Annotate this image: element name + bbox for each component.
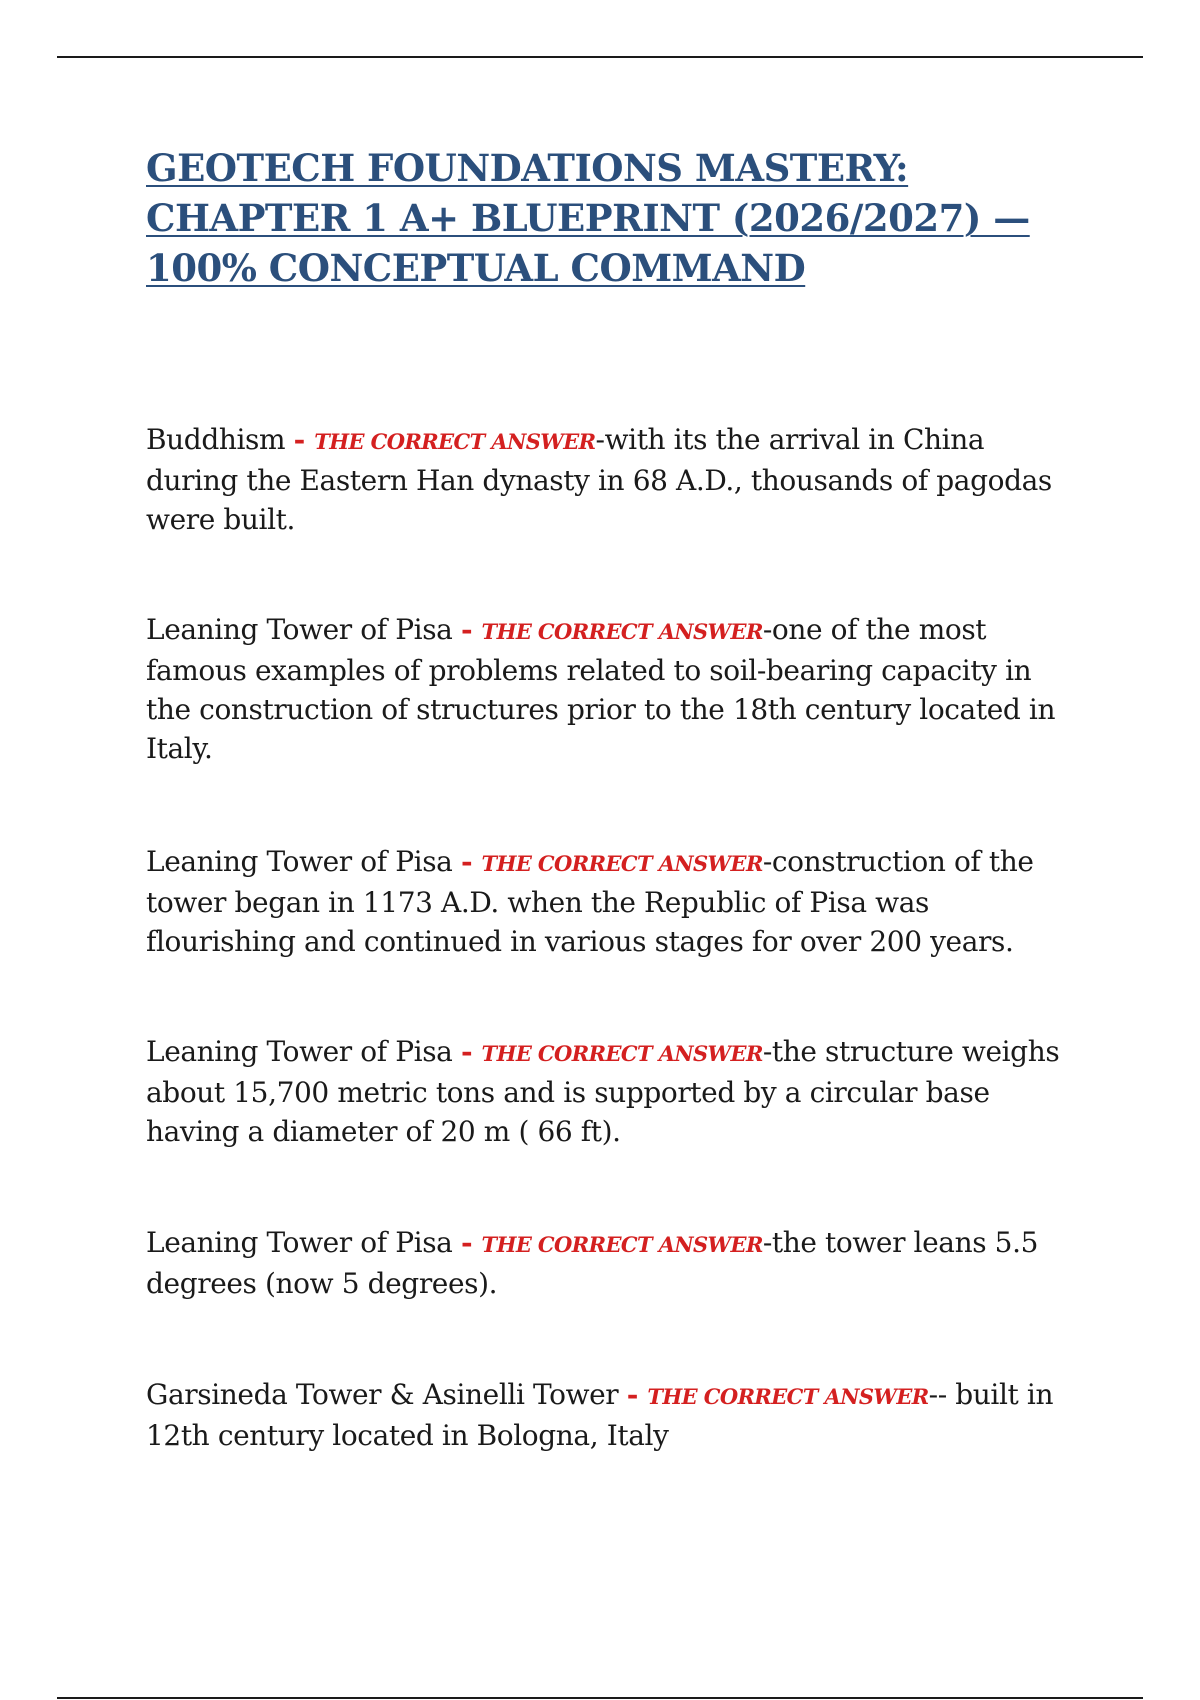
qa-term: Garsineda Tower & Asinelli Tower xyxy=(146,1378,627,1411)
answer-separator: - xyxy=(293,423,315,456)
correct-answer-tag: THE CORRECT ANSWER xyxy=(481,619,763,644)
answer-separator: - xyxy=(460,1035,482,1068)
qa-term: Leaning Tower of Pisa xyxy=(146,845,461,878)
correct-answer-tag: THE CORRECT ANSWER xyxy=(481,1041,763,1066)
title-line-1: GEOTECH FOUNDATIONS MASTERY: xyxy=(146,146,909,190)
qa-answer: -the tower leans 5.5 degrees (now 5 degrees). xyxy=(146,1226,1039,1300)
qa-item xyxy=(146,842,1066,961)
answer-separator: - xyxy=(460,613,482,646)
title-line-3: 100% CONCEPTUAL COMMAND xyxy=(146,246,806,290)
qa-item xyxy=(146,1375,1066,1455)
top-rule xyxy=(57,56,1143,58)
correct-answer-tag: THE CORRECT ANSWER xyxy=(647,1384,929,1409)
answer-separator: - xyxy=(626,1378,648,1411)
answer-separator: - xyxy=(460,845,482,878)
document-title xyxy=(146,143,1086,293)
qa-term: Leaning Tower of Pisa xyxy=(146,1035,461,1068)
qa-answer: -the structure weighs about 15,700 metric tons and is supported by a circular base having a diameter of 20 m ( 66 ft). xyxy=(146,1035,1060,1148)
correct-answer-tag: THE CORRECT ANSWER xyxy=(314,429,596,454)
qa-term: Leaning Tower of Pisa xyxy=(146,1226,461,1259)
qa-answer: -construction of the tower began in 1173 A.D. when the Republic of Pisa was flourishing and continued in various stages for over 200 years. xyxy=(146,845,1034,958)
qa-item xyxy=(146,610,1066,768)
correct-answer-tag: THE CORRECT ANSWER xyxy=(481,1232,763,1257)
qa-answer: -one of the most famous examples of problems related to soil-bearing capacity in the construction of structures prior to the 18th century located in Italy. xyxy=(146,613,1056,765)
qa-answer: -with its the arrival in China during the Eastern Han dynasty in 68 A.D., thousands of pagodas were built. xyxy=(146,423,1052,536)
title-line-2: CHAPTER 1 A+ BLUEPRINT (2026/2027) — xyxy=(146,196,1030,240)
qa-term: Leaning Tower of Pisa xyxy=(146,613,461,646)
correct-answer-tag: THE CORRECT ANSWER xyxy=(481,851,763,876)
qa-answer: -- built in 12th century located in Bologna, Italy xyxy=(146,1378,1054,1452)
qa-item xyxy=(146,1032,1066,1151)
qa-term: Buddhism xyxy=(146,423,294,456)
qa-item xyxy=(146,420,1066,539)
qa-item xyxy=(146,1223,1066,1303)
bottom-rule xyxy=(57,1697,1143,1699)
answer-separator: - xyxy=(460,1226,482,1259)
